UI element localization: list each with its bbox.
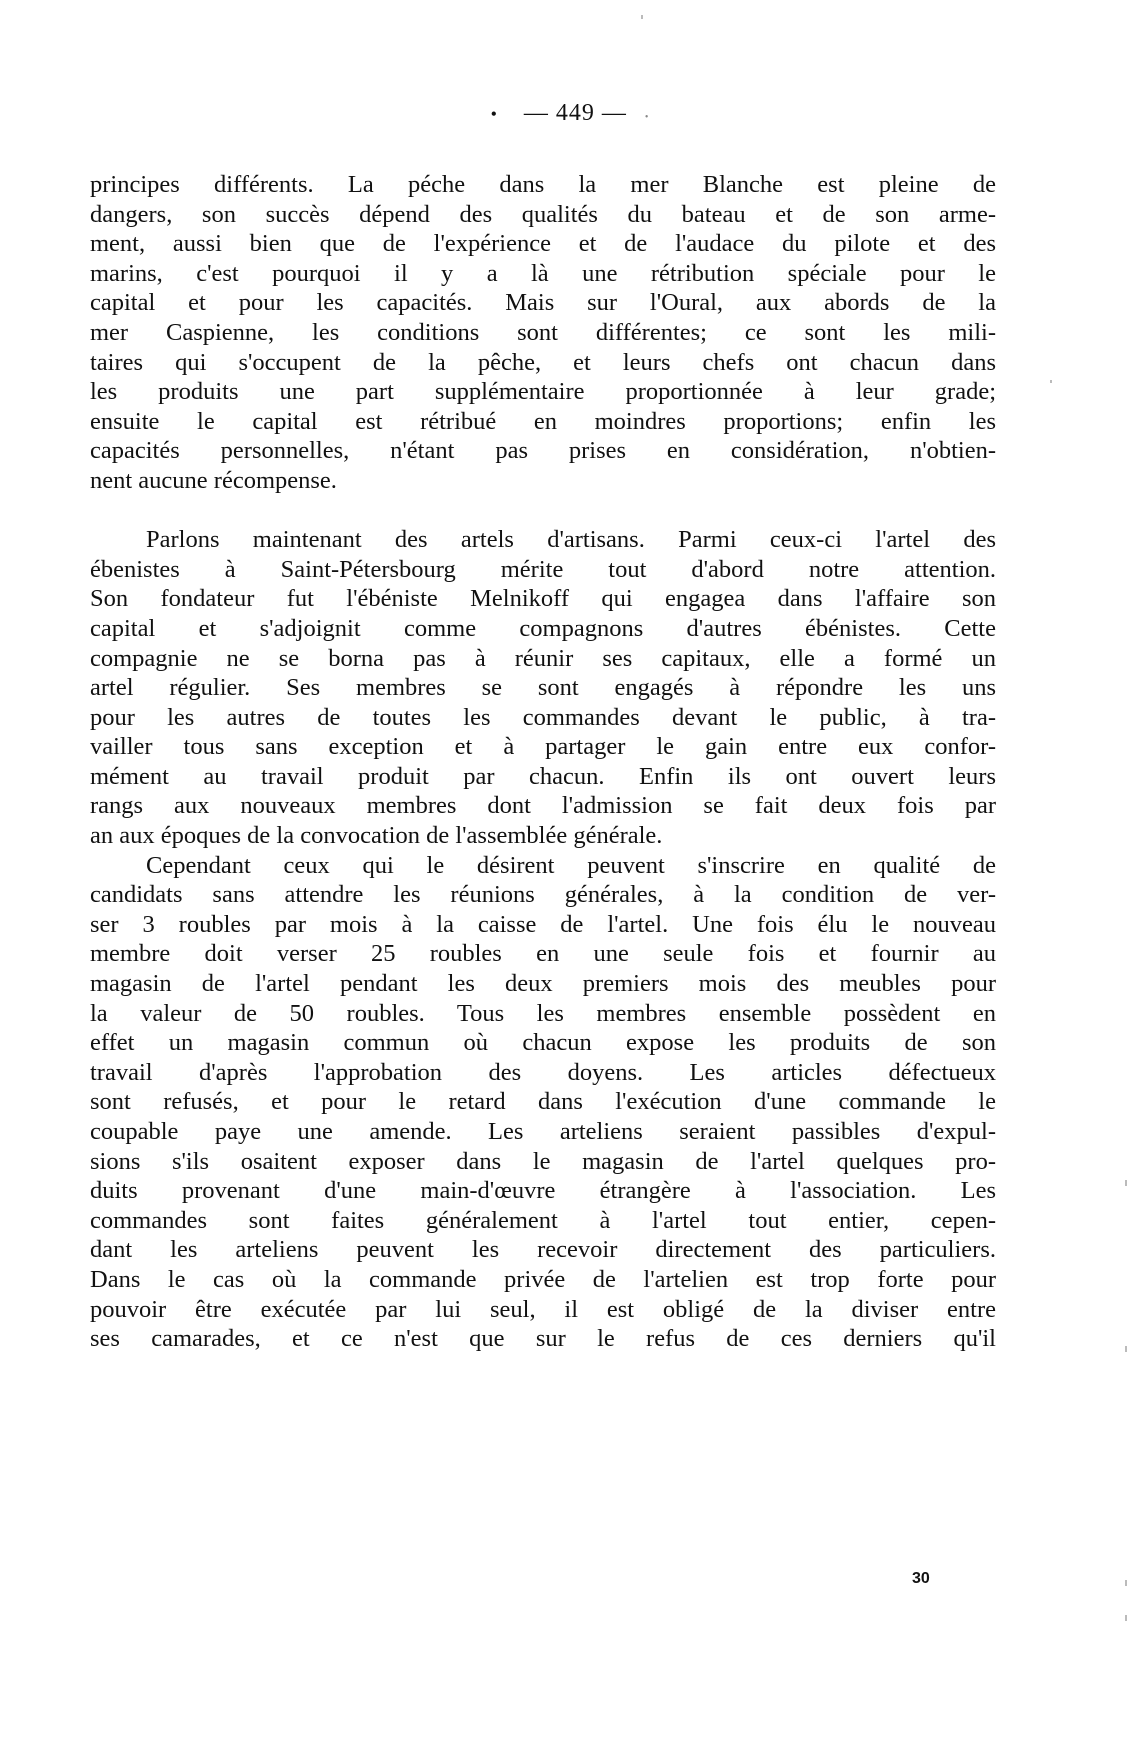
- text-line: duits provenant d'une main-d'œuvre étrangère à l'association. Les: [90, 1177, 996, 1205]
- scan-artifact: [1125, 1580, 1127, 1586]
- text-line: ensuite le capital est rétribué en moindres proportions; enfin les: [90, 407, 996, 435]
- text-line: dant les arteliens peuvent les recevoir directement des particuliers.: [90, 1236, 996, 1264]
- text-line: capital et s'adjoignit comme compagnons d'autres ébénistes. Cette: [90, 614, 996, 642]
- text-line: Son fondateur fut l'ébéniste Melnikoff qui engagea dans l'affaire son: [90, 585, 996, 613]
- text-line: commandes sont faites généralement à l'artel tout entier, cepen-: [90, 1206, 996, 1234]
- text-line: travail d'après l'approbation des doyens. Les articles défectueux: [90, 1058, 996, 1086]
- scan-artifact: [641, 15, 643, 19]
- text-line: mer Caspienne, les conditions sont différentes; ce sont les mili-: [90, 318, 996, 346]
- body-text: [90, 170, 996, 1354]
- text-line: ébenistes à Saint-Pétersbourg mérite tout d'abord notre attention.: [90, 555, 996, 583]
- text-line: compagnie ne se borna pas à réunir ses capitaux, elle a formé un: [90, 644, 996, 672]
- text-line: dangers, son succès dépend des qualités du bateau et de son arme-: [90, 200, 996, 228]
- text-line: pouvoir être exécutée par lui seul, il est obligé de la diviser entre: [90, 1295, 996, 1323]
- text-line: les produits une part supplémentaire proportionnée à leur grade;: [90, 378, 996, 406]
- text-line: artel régulier. Ses membres se sont engagés à répondre les uns: [90, 674, 996, 702]
- text-line: capital et pour les capacités. Mais sur l'Oural, aux abords de la: [90, 289, 996, 317]
- scan-artifact: [1125, 1346, 1127, 1352]
- text-line: la valeur de 50 roubles. Tous les membres ensemble possèdent en: [90, 999, 996, 1027]
- text-line: taires qui s'occupent de la pêche, et leurs chefs ont chacun dans: [90, 348, 996, 376]
- printer-signature-mark: 30: [912, 1570, 930, 1587]
- text-line: Dans le cas où la commande privée de l'artelien est trop forte pour: [90, 1265, 996, 1293]
- text-line: ser 3 roubles par mois à la caisse de l'artel. Une fois élu le nouveau: [90, 910, 996, 938]
- text-line: an aux époques de la convocation de l'assemblée générale.: [90, 822, 663, 850]
- page-header: [0, 100, 1140, 127]
- text-line: nent aucune récompense.: [90, 466, 337, 494]
- page-number: — 449 —: [523, 100, 627, 126]
- text-line: candidats sans attendre les réunions générales, à la condition de ver-: [90, 881, 996, 909]
- text-line: principes différents. La péche dans la mer Blanche est pleine de: [90, 171, 996, 198]
- scan-dot-mark: •: [490, 104, 498, 124]
- scan-artifact: [1125, 1180, 1127, 1186]
- text-line: ment, aussi bien que de l'expérience et de l'audace du pilote et des: [90, 230, 996, 258]
- text-line: vailler tous sans exception et à partager le gain entre eux confor-: [90, 733, 996, 761]
- paragraph-candidates: [90, 851, 996, 1354]
- paragraph-spacer: [90, 496, 996, 526]
- text-line: sont refusés, et pour le retard dans l'exécution d'une commande le: [90, 1088, 996, 1116]
- text-line: sions s'ils osaitent exposer dans le magasin de l'artel quelques pro-: [90, 1147, 996, 1175]
- text-line: Parlons maintenant des artels d'artisans. Parmi ceux-ci l'artel des: [146, 526, 996, 554]
- scan-artifact: [1125, 1615, 1127, 1621]
- text-line: ses camarades, et ce n'est que sur le refus de ces derniers qu'il: [90, 1325, 996, 1353]
- paragraph-fishing: [90, 170, 996, 496]
- text-line: magasin de l'artel pendant les deux premiers mois des meubles pour: [90, 970, 996, 998]
- scan-artifact: [1050, 380, 1052, 383]
- text-line: pour les autres de toutes les commandes devant le public, à tra-: [90, 703, 996, 731]
- text-line: marins, c'est pourquoi il y a là une rétribution spéciale pour le: [90, 259, 996, 287]
- text-line: coupable paye une amende. Les arteliens seraient passibles d'expul-: [90, 1118, 996, 1145]
- text-line: rangs aux nouveaux membres dont l'admission se fait deux fois par: [90, 792, 996, 820]
- paragraph-artisans: [90, 525, 996, 851]
- text-line: membre doit verser 25 roubles en une seule fois et fournir au: [90, 940, 996, 968]
- text-line: mément au travail produit par chacun. Enfin ils ont ouvert leurs: [90, 762, 996, 790]
- text-line: effet un magasin commun où chacun expose les produits de son: [90, 1029, 996, 1057]
- text-line: capacités personnelles, n'étant pas prises en considération, n'obtien-: [90, 437, 996, 465]
- text-line: Cependant ceux qui le désirent peuvent s'inscrire en qualité de: [146, 851, 996, 879]
- scan-dot-mark: •: [644, 112, 650, 123]
